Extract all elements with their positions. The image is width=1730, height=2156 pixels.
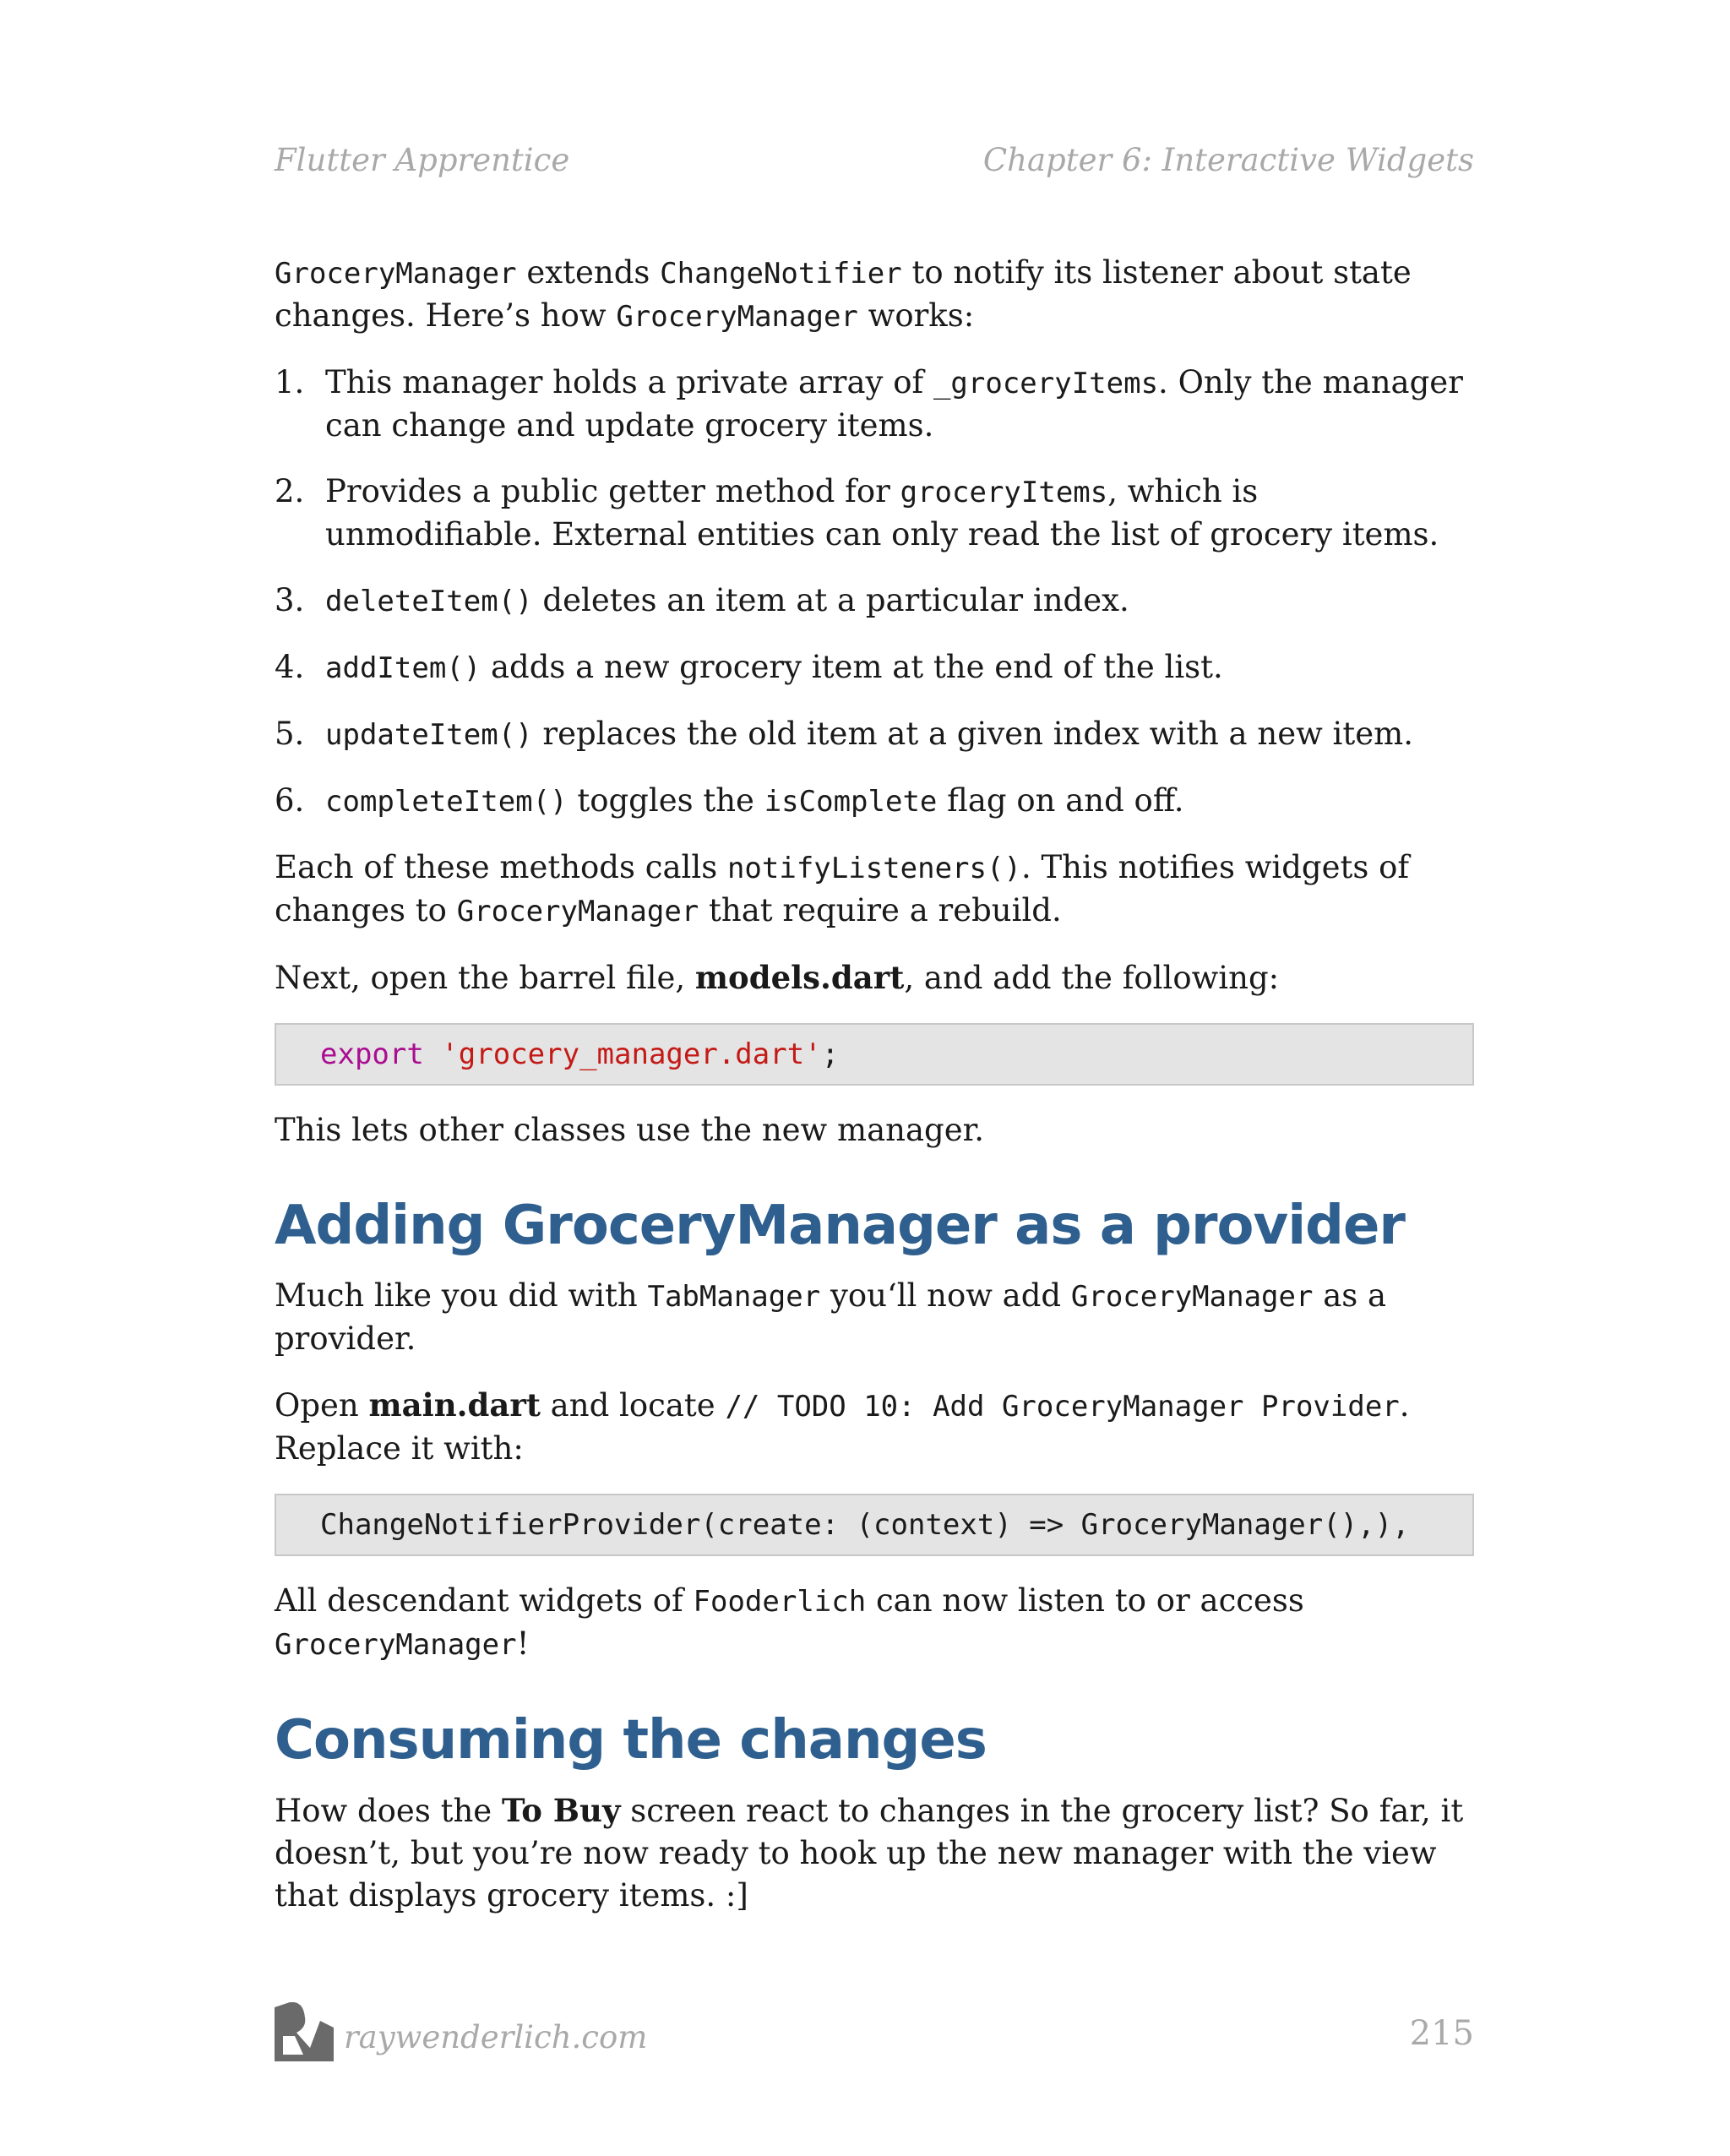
list-item: 5. updateItem() replaces the old item at a given index with a new item. — [275, 716, 1413, 752]
inline-code: updateItem() — [325, 718, 533, 752]
code-block-export: export 'grocery_manager.dart'; — [275, 1023, 1474, 1086]
intro-paragraph: GroceryManager extends ChangeNotifier to notify its listener about state changes. Here’s how GroceryManager works: — [275, 254, 1412, 334]
list-item: 3. deleteItem() deletes an item at a particular index. — [275, 582, 1129, 618]
inline-code: GroceryManager — [275, 257, 517, 291]
inline-code: completeItem() — [325, 785, 568, 819]
book-title: Flutter Apprentice — [275, 142, 570, 178]
section-heading-consuming: Consuming the changes — [275, 1709, 987, 1772]
inline-code: deleteItem() — [325, 585, 533, 618]
file-name: models.dart — [694, 959, 905, 996]
inline-code: GroceryManager — [1070, 1280, 1314, 1314]
inline-code: GroceryManager — [456, 895, 699, 928]
page-number: 215 — [1409, 2014, 1474, 2053]
after-code-paragraph: This lets other classes use the new manager. — [275, 1112, 984, 1148]
page-footer — [275, 2002, 1474, 2070]
descendant-paragraph: All descendant widgets of Fooderlich can now listen to or access GroceryManager! — [275, 1582, 1304, 1662]
running-header — [275, 142, 1474, 178]
open-main-paragraph: Open main.dart and locate // TODO 10: Add GroceryManager Provider. Replace it with: — [275, 1386, 1410, 1467]
file-name: main.dart — [368, 1386, 541, 1424]
list-item: 2. Provides a public getter method for groceryItems, which is unmodifiable. External entities can only read the list of grocery items. — [275, 473, 1439, 553]
inline-code: TabManager — [647, 1280, 821, 1314]
raywenderlich-logo-icon — [275, 2002, 334, 2061]
inline-code: ChangeNotifier — [660, 257, 902, 291]
inline-code: // TODO 10: Add GroceryManager Provider — [725, 1390, 1400, 1424]
notify-paragraph: Each of these methods calls notifyListeners(). This notifies widgets of changes to GroceryManager that require a rebuild. — [275, 849, 1410, 928]
chapter-title: Chapter 6: Interactive Widgets — [982, 142, 1474, 178]
numbered-list — [275, 362, 1474, 823]
list-item: 4. addItem() adds a new grocery item at the end of the list. — [275, 649, 1223, 685]
page-content — [275, 252, 1474, 1941]
inline-code: isComplete — [764, 785, 938, 819]
book-page — [275, 0, 1474, 2156]
code-block-provider: ChangeNotifierProvider(create: (context) => GroceryManager(),), — [275, 1494, 1474, 1556]
inline-code: groceryItems — [900, 476, 1108, 509]
list-item: 6. completeItem() toggles the isComplete flag on and off. — [275, 782, 1184, 819]
screen-name: To Buy — [501, 1792, 621, 1829]
list-item: 1. This manager holds a private array of _groceryItems. Only the manager can change and update grocery items. — [275, 364, 1463, 444]
inline-code: _groceryItems — [933, 367, 1159, 400]
inline-code: notifyListeners() — [726, 852, 1021, 885]
section-heading-provider: Adding GroceryManager as a provider — [275, 1195, 1405, 1257]
inline-code: GroceryManager — [275, 1628, 517, 1662]
inline-code: addItem() — [325, 651, 481, 685]
provider-intro-paragraph: Much like you did with TabManager you‘ll now add GroceryManager as a provider. — [275, 1277, 1387, 1357]
barrel-paragraph: Next, open the barrel file, models.dart, and add the following: — [275, 959, 1280, 996]
inline-code: GroceryManager — [616, 300, 858, 334]
consuming-paragraph: How does the To Buy screen react to changes in the grocery list? So far, it doesn’t, but you’re now ready to hook up the new manager with the view that displays grocery items. :] — [275, 1792, 1464, 1914]
code-string: 'grocery_manager.dart' — [441, 1037, 822, 1071]
site-url: raywenderlich.com — [344, 2019, 648, 2055]
inline-code: Fooderlich — [693, 1585, 867, 1619]
code-keyword: export — [320, 1037, 424, 1071]
